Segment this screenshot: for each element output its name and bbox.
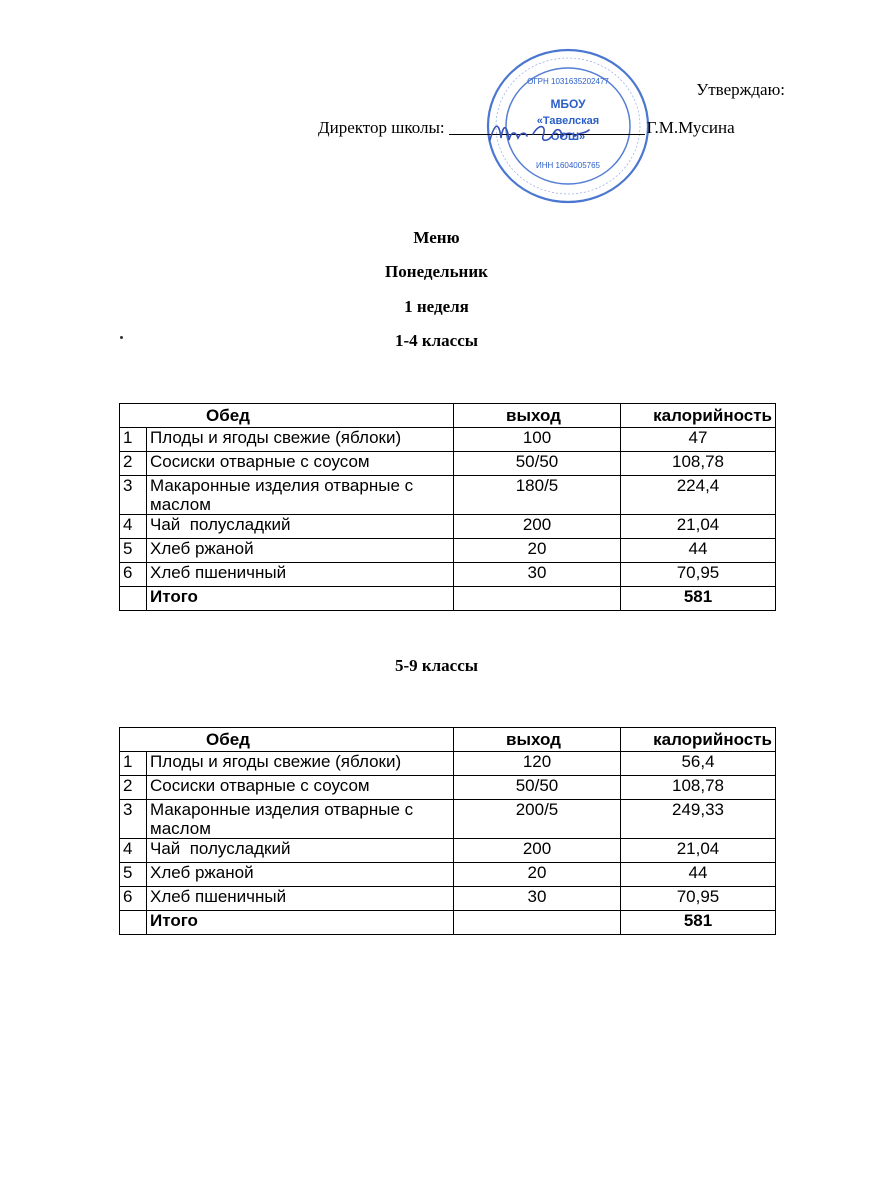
dish-output: 200/5 (454, 800, 621, 839)
total-value: 581 (621, 587, 776, 611)
col-calories-header: калорийность (621, 728, 776, 752)
total-label: Итого (147, 587, 454, 611)
menu-table-2 (119, 727, 776, 935)
dish-calories: 249,33 (621, 800, 776, 839)
total-row (120, 911, 776, 935)
dish-output: 30 (454, 563, 621, 587)
approve-label: Утверждаю: (696, 80, 785, 99)
table-header-row (120, 404, 776, 428)
dish-output: 50/50 (454, 452, 621, 476)
week-title: 1 неделя (404, 297, 469, 316)
stamp-line-3: ООШ» (550, 131, 586, 143)
table-row (120, 887, 776, 911)
col-name-header: Обед (120, 728, 454, 752)
total-row (120, 587, 776, 611)
dish-output: 120 (454, 752, 621, 776)
stamp-line-4: ОГРН 1031635202477 (527, 77, 609, 86)
total-label: Итого (147, 911, 454, 935)
dish-name: Макаронные изделия отварные с маслом (147, 800, 454, 839)
row-number: 2 (120, 452, 147, 476)
dish-name: Чай полусладкий (147, 839, 454, 863)
dish-calories: 70,95 (621, 887, 776, 911)
dish-name: Хлеб ржаной (147, 539, 454, 563)
grades-1-title: 1-4 классы (394, 331, 479, 350)
table-row (120, 428, 776, 452)
table-row (120, 800, 776, 839)
dish-name: Сосиски отварные с соусом (147, 452, 454, 476)
menu-table-1 (119, 403, 776, 611)
table-row (120, 776, 776, 800)
row-number: 6 (120, 887, 147, 911)
table-row (120, 863, 776, 887)
table-row (120, 476, 776, 515)
dish-calories: 108,78 (621, 776, 776, 800)
dish-output: 30 (454, 887, 621, 911)
dish-output: 100 (454, 428, 621, 452)
row-number: 1 (120, 428, 147, 452)
stamp-line-5: ИНН 1604005765 (535, 161, 601, 170)
row-number: 4 (120, 839, 147, 863)
dish-output: 200 (454, 839, 621, 863)
row-number: 1 (120, 752, 147, 776)
table-row (120, 563, 776, 587)
dish-name: Чай полусладкий (147, 515, 454, 539)
row-number: 5 (120, 539, 147, 563)
table-row (120, 539, 776, 563)
dish-output: 180/5 (454, 476, 621, 515)
table-row (120, 452, 776, 476)
stamp-line-2: «Тавелская (536, 115, 600, 127)
table-row (120, 839, 776, 863)
dish-calories: 56,4 (621, 752, 776, 776)
col-output-header: выход (454, 728, 621, 752)
dish-name: Плоды и ягоды свежие (яблоки) (147, 428, 454, 452)
director-label: Директор школы: (318, 118, 445, 137)
dish-output: 20 (454, 863, 621, 887)
stamp-line-1: МБОУ (550, 97, 586, 111)
dish-output: 50/50 (454, 776, 621, 800)
total-empty-cell (120, 911, 147, 935)
row-number: 2 (120, 776, 147, 800)
dish-calories: 44 (621, 539, 776, 563)
grades-2-title: 5-9 классы (394, 656, 479, 675)
day-title: Понедельник (385, 262, 488, 281)
director-name: Г.М.Мусина (646, 118, 735, 137)
scan-speck (120, 336, 123, 339)
dish-name: Хлеб пшеничный (147, 563, 454, 587)
col-calories-header: калорийность (621, 404, 776, 428)
row-number: 3 (120, 800, 147, 839)
dish-calories: 224,4 (621, 476, 776, 515)
row-number: 5 (120, 863, 147, 887)
dish-name: Плоды и ягоды свежие (яблоки) (147, 752, 454, 776)
dish-calories: 108,78 (621, 452, 776, 476)
dish-output: 200 (454, 515, 621, 539)
dish-name: Хлеб ржаной (147, 863, 454, 887)
dish-calories: 21,04 (621, 515, 776, 539)
dish-calories: 21,04 (621, 839, 776, 863)
dish-calories: 44 (621, 863, 776, 887)
dish-name: Хлеб пшеничный (147, 887, 454, 911)
total-empty-cell (120, 587, 147, 611)
dish-calories: 47 (621, 428, 776, 452)
dish-output: 20 (454, 539, 621, 563)
total-empty-output (454, 911, 621, 935)
dish-calories: 70,95 (621, 563, 776, 587)
total-value: 581 (621, 911, 776, 935)
row-number: 6 (120, 563, 147, 587)
table-row (120, 515, 776, 539)
col-output-header: выход (454, 404, 621, 428)
row-number: 4 (120, 515, 147, 539)
table-header-row (120, 728, 776, 752)
menu-title: Меню (413, 228, 460, 247)
row-number: 3 (120, 476, 147, 515)
dish-name: Макаронные изделия отварные с маслом (147, 476, 454, 515)
table-row (120, 752, 776, 776)
signature (485, 112, 595, 152)
total-empty-output (454, 587, 621, 611)
dish-name: Сосиски отварные с соусом (147, 776, 454, 800)
col-name-header: Обед (120, 404, 454, 428)
